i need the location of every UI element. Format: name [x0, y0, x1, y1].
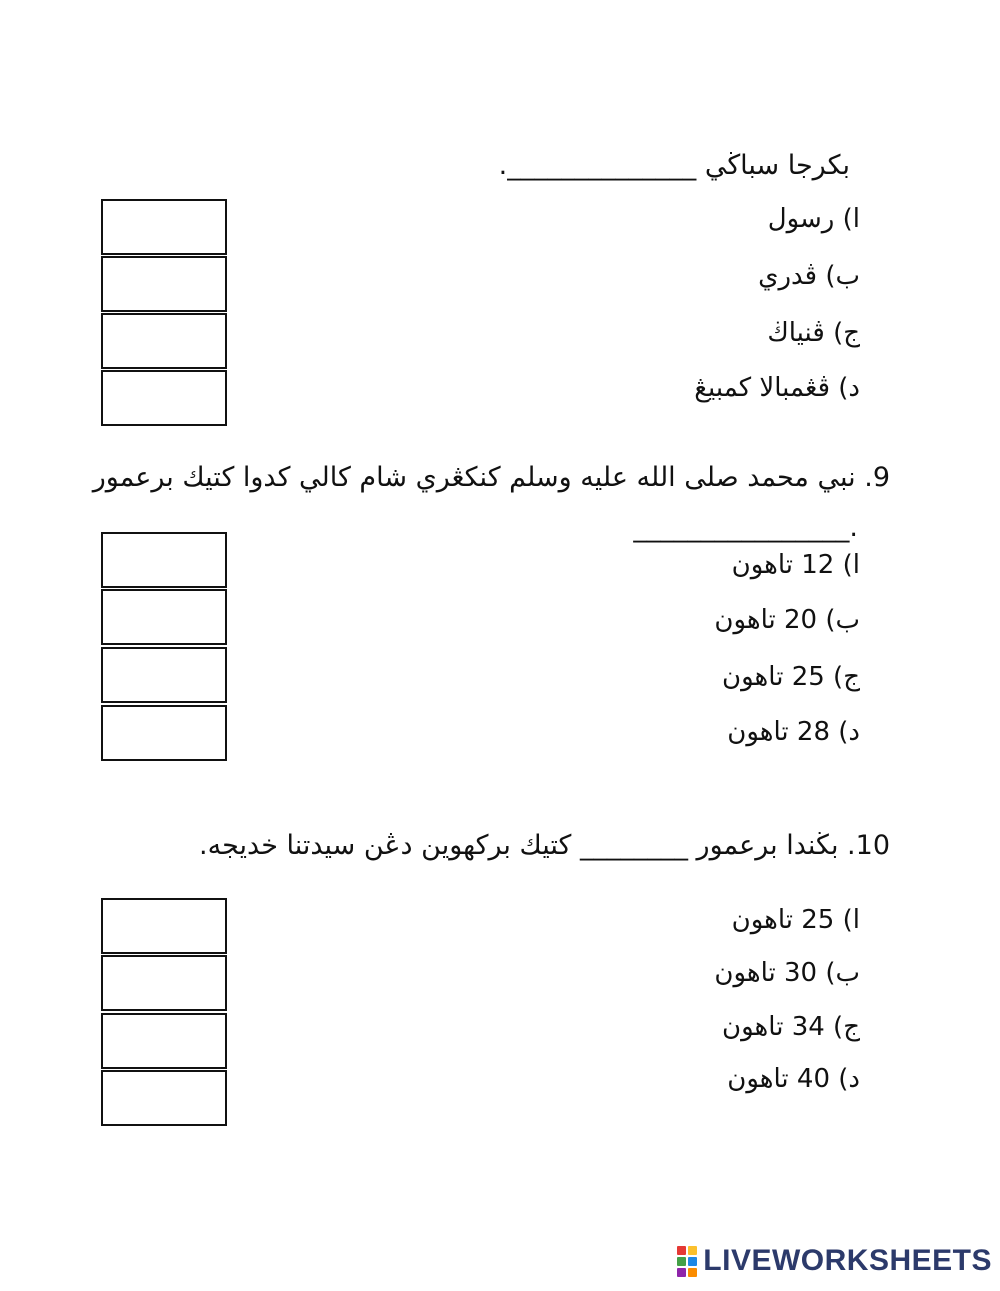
- answer-box-9a[interactable]: [101, 532, 227, 588]
- answer-box-1d[interactable]: [101, 370, 227, 426]
- logo-mark-square: [677, 1257, 686, 1266]
- answer-box-9b[interactable]: [101, 589, 227, 645]
- question-1-text: بكرجا سباڬي ______________.: [498, 150, 850, 181]
- logo-mark-icon: [677, 1246, 697, 1277]
- question-10-option-d: د) 40 تاهون: [727, 1064, 860, 1094]
- answer-box-1b[interactable]: [101, 256, 227, 312]
- logo-mark-square: [688, 1246, 697, 1255]
- logo-mark-square: [688, 1268, 697, 1277]
- logo-text: LIVEWORKSHEETS: [703, 1244, 992, 1277]
- question-10-text: 10. بڬندا برعمور ________ كتيك بركهوين دڠن سيدتنا خديجه.: [199, 830, 890, 861]
- question-10-option-c: ج) 34 تاهون: [722, 1012, 860, 1042]
- question-9-blank-line: ________________.: [633, 512, 858, 543]
- question-9-option-c: ج) 25 تاهون: [722, 662, 860, 692]
- question-9-text: 9. نبي محمد صلى الله عليه وسلم كنكڠري شام كالي كدوا كتيك برعمور: [92, 462, 890, 493]
- question-9-option-a: ا) 12 تاهون: [731, 550, 860, 580]
- liveworksheets-logo: [677, 1241, 992, 1281]
- answer-box-10a[interactable]: [101, 898, 227, 954]
- answer-box-9d[interactable]: [101, 705, 227, 761]
- answer-box-9c[interactable]: [101, 647, 227, 703]
- question-10-option-b: ب) 30 تاهون: [714, 958, 860, 988]
- answer-box-10d[interactable]: [101, 1070, 227, 1126]
- question-9-option-d: د) 28 تاهون: [727, 717, 860, 747]
- question-10-option-a: ا) 25 تاهون: [731, 905, 860, 935]
- answer-box-1c[interactable]: [101, 313, 227, 369]
- question-9-option-b: ب) 20 تاهون: [714, 605, 860, 635]
- question-1-option-a: ا) رسول: [767, 204, 860, 234]
- logo-mark-square: [688, 1257, 697, 1266]
- answer-box-1a[interactable]: [101, 199, 227, 255]
- question-1-option-b: ب) ڤدري: [758, 261, 860, 291]
- answer-box-10c[interactable]: [101, 1013, 227, 1069]
- answer-box-10b[interactable]: [101, 955, 227, 1011]
- question-1-option-c: ج) ڤنياڬ: [767, 318, 860, 348]
- logo-mark-square: [677, 1246, 686, 1255]
- logo-mark-square: [677, 1268, 686, 1277]
- question-1-option-d: د) ڤڠمبالا كمبيڠ: [694, 373, 860, 403]
